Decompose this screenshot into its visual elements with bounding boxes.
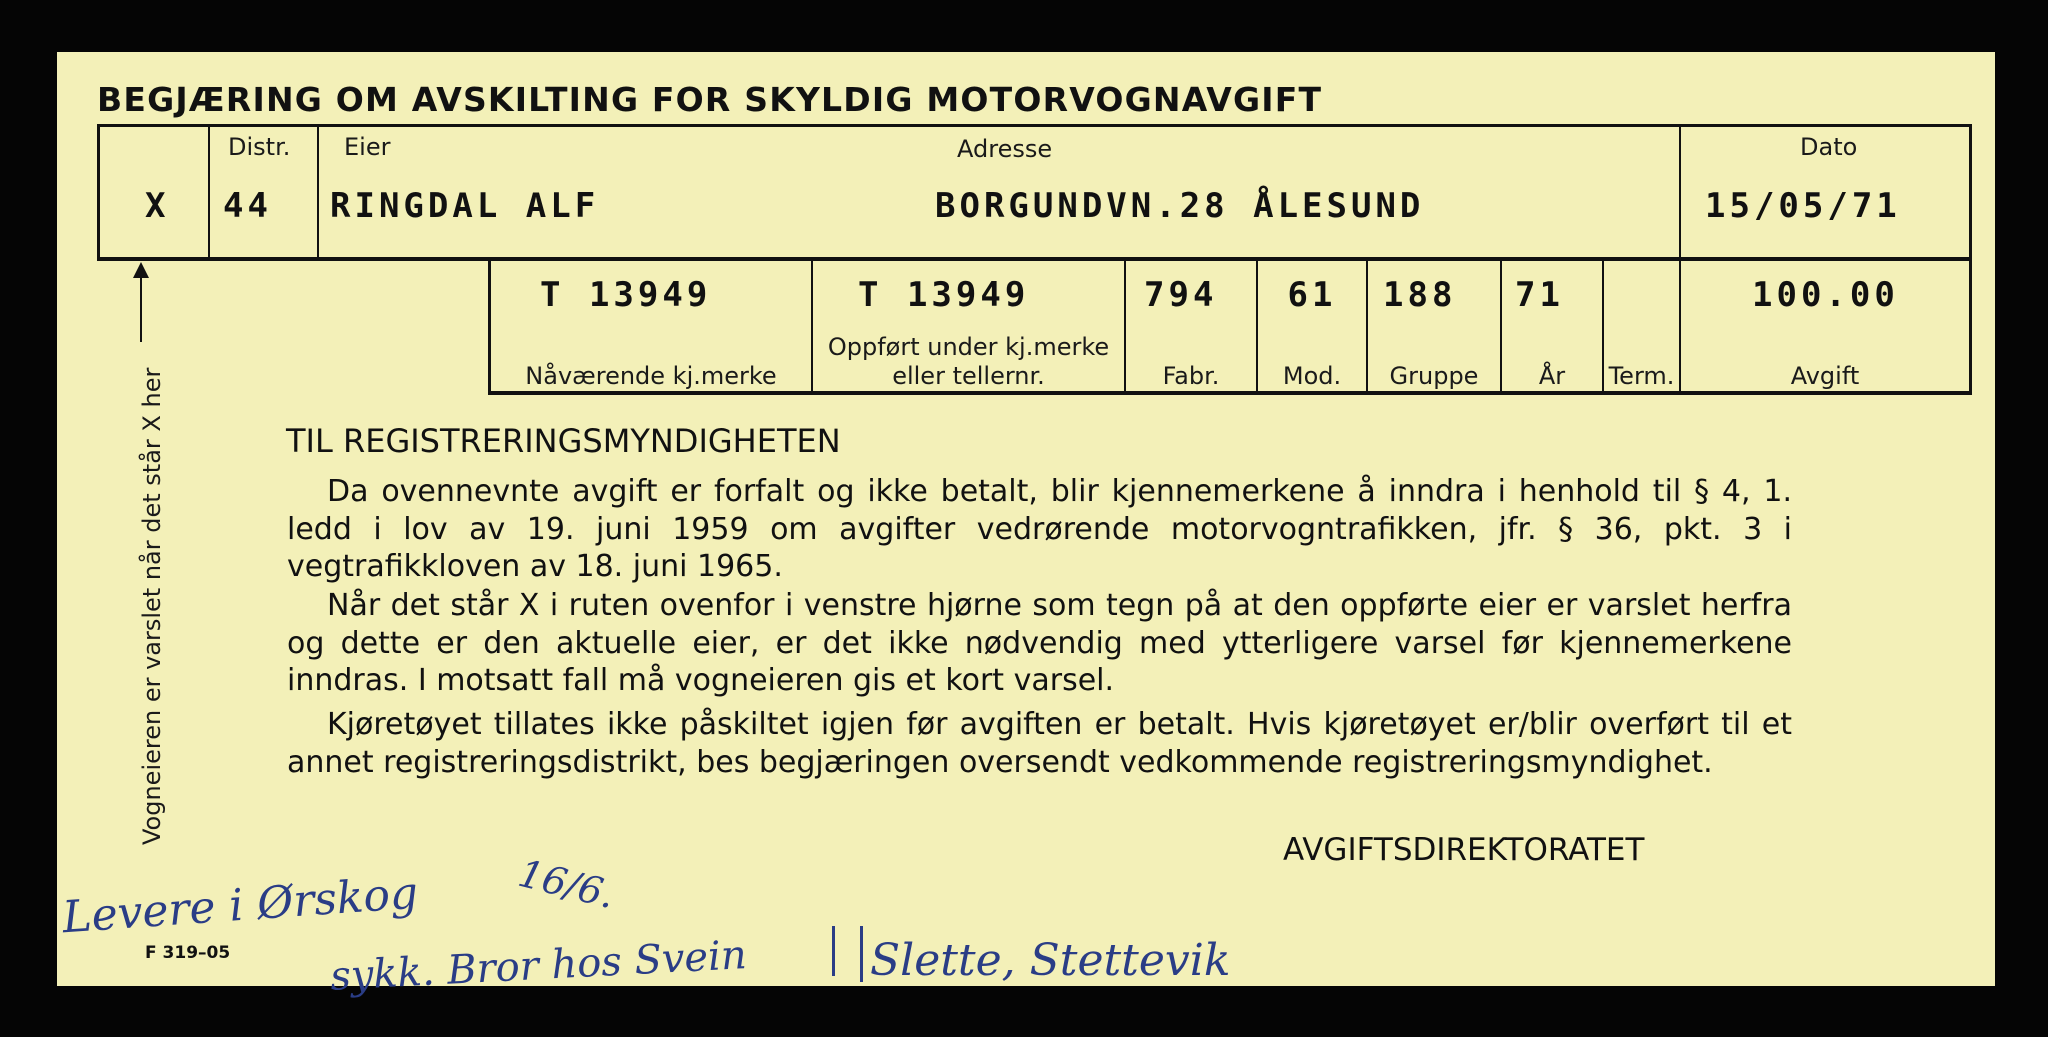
- body-paragraph: [287, 473, 1792, 586]
- gruppe-label: Gruppe: [1389, 362, 1479, 390]
- top-row-border-top: [97, 124, 1972, 127]
- top-row-border-right: [1969, 124, 1972, 261]
- arrow-up-icon: [128, 262, 154, 342]
- body-paragraph: [287, 706, 1792, 781]
- handwritten-line-2: sykk. Bror hos Svein: [329, 932, 748, 1000]
- fabr-label: Fabr.: [1162, 362, 1220, 390]
- recipient-heading: TIL REGISTRERINGSMYNDIGHETEN: [286, 422, 841, 460]
- adresse-header: Adresse: [957, 135, 1053, 163]
- term-label: Term.: [1608, 362, 1675, 390]
- top-row-border-left: [97, 124, 100, 261]
- eier-header: Eier: [344, 133, 391, 161]
- top-row-divider: [208, 124, 210, 259]
- handwritten-date: 16/6.: [514, 850, 620, 918]
- distr-header: Distr.: [228, 133, 291, 161]
- body-paragraph: [287, 587, 1792, 700]
- handwritten-stroke: [832, 926, 835, 976]
- current-plate-label: Nåværende kj.merke: [525, 362, 777, 390]
- paragraph-1: Da ovennevnte avgift er forfalt og ikke betalt, blir kjennemerkene å inndra i henhold til § 4, 1. ledd i lov av 19. juni 1959 om avgifter vedrørende motorvogntrafikken, jfr. § 36, pkt. 3 i vegtrafikkloven av 18. juni 1965.: [287, 474, 1792, 584]
- handwritten-stroke: [860, 926, 863, 982]
- registered-plate-label: Oppført under kj.merke: [827, 333, 1110, 361]
- dato-value: 15/05/71: [1705, 186, 1901, 226]
- mod-label: Mod.: [1282, 362, 1342, 390]
- handwritten-line-3: Slette, Stettevik: [870, 935, 1231, 986]
- current-plate-value: T 13949: [540, 275, 712, 315]
- dato-header: Dato: [1800, 133, 1858, 161]
- second-row-border-bottom: [488, 391, 1972, 395]
- paragraph-3: Kjøretøyet tillates ikke påskiltet igjen før avgiften er betalt. Hvis kjøretøyet er/blir overført til et annet registreringsdistrikt, bes begjæringen oversendt vedkommende registreringsmyndighet.: [287, 707, 1792, 780]
- handwritten-line-1: Levere i Ørskog: [60, 867, 420, 944]
- gruppe-value: 188: [1383, 275, 1457, 315]
- top-row-divider: [317, 124, 319, 259]
- form-code: F 319–05: [145, 943, 231, 963]
- top-row-divider: [1679, 124, 1681, 259]
- registered-plate-label-2: eller tellernr.: [892, 362, 1045, 390]
- distr-value: 44: [223, 186, 272, 226]
- mod-value: 61: [1287, 275, 1337, 315]
- adresse-value: BORGUNDVN.28 ÅLESUND: [935, 186, 1425, 226]
- second-row-border-right: [1969, 259, 1972, 395]
- fabr-value: 794: [1144, 275, 1218, 315]
- side-note: Vogneieren er varslet når det står X her: [138, 367, 166, 845]
- paragraph-2: Når det står X i ruten ovenfor i venstre hjørne som tegn på at den oppførte eier er varslet herfra og dette er den aktuelle eier, er det ikke nødvendig med ytterligere varsel før kjennemerkene inndras. I motsatt fall må vogneieren gis et kort varsel.: [287, 588, 1792, 698]
- avgift-label: Avgift: [1790, 362, 1860, 390]
- signature-authority: AVGIFTSDIREKTORATET: [1283, 832, 1645, 868]
- varslet-mark: X: [145, 186, 170, 226]
- eier-value: RINGDAL ALF: [330, 186, 600, 226]
- top-row-border-bottom: [97, 257, 1972, 261]
- avgift-value: 100.00: [1752, 275, 1899, 315]
- ar-label: År: [1538, 362, 1566, 390]
- registered-plate-value: T 13949: [858, 275, 1030, 315]
- ar-value: 71: [1515, 275, 1564, 315]
- form-title: BEGJÆRING OM AVSKILTING FOR SKYLDIG MOTORVOGNAVGIFT: [97, 80, 1323, 119]
